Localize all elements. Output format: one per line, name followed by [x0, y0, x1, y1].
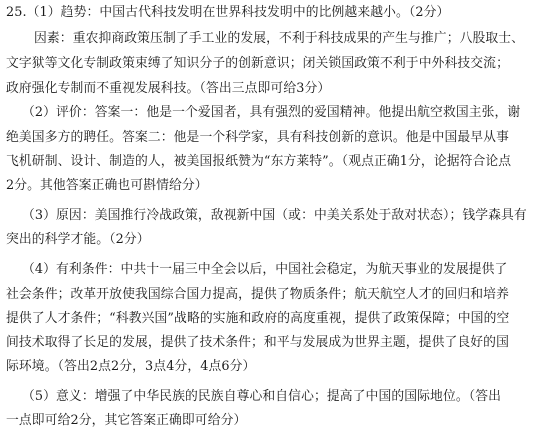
- answer-line-1: 25.（1）趋势：中国古代科技发明在世界科技发明中的比例越来越小。（2分）: [6, 5, 450, 20]
- answer-line-11: （4）有利条件：中共十一届三中全会以后，中国社会稳定，为航天事业的发展提供了: [22, 262, 508, 277]
- answer-line-2: 因素：重农抑商政策压制了手工业的发展，不利于科技成果的产生与推广；八股取士、: [34, 31, 525, 46]
- answer-line-13: 提供了人才条件；“科教兴国”战略的实施和政府的高度重视，提供了政策保障；中国的空: [6, 311, 510, 326]
- answer-line-15: 际环境。（答出2点2分，3点4分，4点6分）: [6, 359, 256, 374]
- answer-line-8: 2分。其他答案正确也可斟情给分）: [6, 178, 208, 193]
- answer-line-10: 突出的科学才能。（2分）: [6, 232, 150, 247]
- answer-line-4: 政府强化专制而不重视发展科技。（答出三点即可给3分）: [6, 81, 331, 96]
- answer-line-6: 绝美国多方的聘任。答案二：他是一个科学家，具有科技创新的意识。他是中国最早从事: [6, 130, 509, 145]
- answer-line-9: （3）原因：美国推行冷战政策，敌视新中国（或：中美关系处于敌对状态）；钱学森具有: [22, 208, 527, 223]
- answer-line-17: 一点即可给2分，其它答案正确即可给分）: [6, 413, 247, 428]
- answer-line-7: 飞机研制、设计、制造的人，被美国报纸赞为“东方莱特”。（观点正确1分，论据符合论点: [6, 154, 512, 169]
- answer-line-3: 文字狱等文化专制政策束缚了知识分子的创新意识；闭关锁国政策不利于中外科技交流；: [6, 56, 509, 71]
- answer-line-14: 间技术取得了长足的发展，提供了技术条件；和平与发展成为世界主题，提供了良好的国: [6, 335, 509, 350]
- answer-line-12: 社会条件；改革开放使我国综合国力提高，提供了物质条件；航天航空人才的回归和培养: [6, 287, 509, 302]
- answer-line-5: （2）评价：答案一：他是一个爱国者，具有强烈的爱国精神。他提出航空救国主张，谢: [22, 105, 521, 120]
- answer-line-16: （5）意义：增强了中华民族的民族自尊心和自信心；提高了中国的国际地位。（答出: [22, 389, 502, 404]
